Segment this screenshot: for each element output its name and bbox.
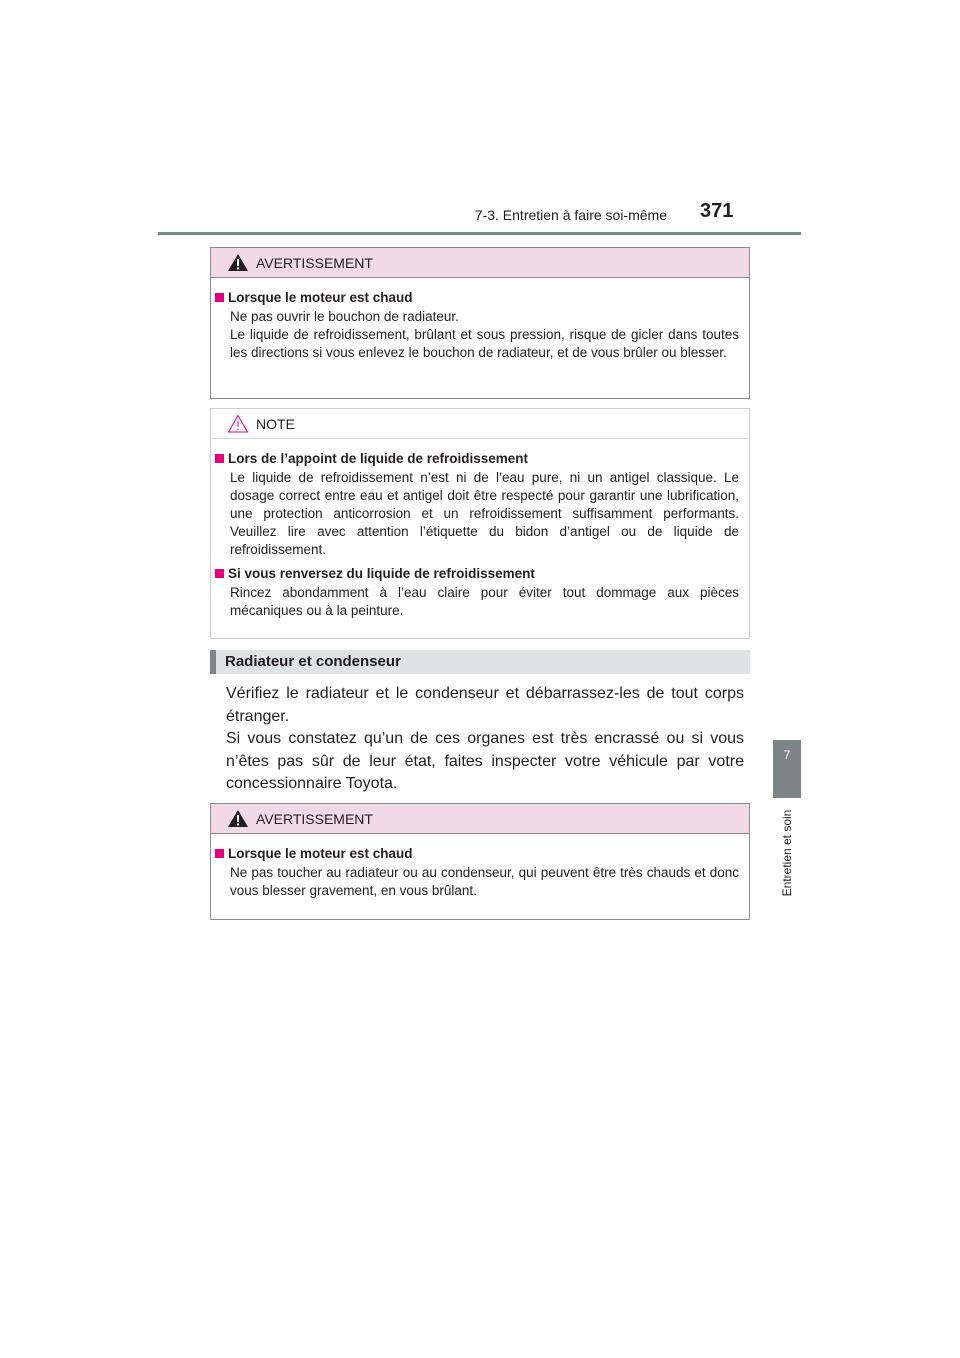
section-heading: Radiateur et condenseur bbox=[210, 650, 750, 674]
page-number: 371 bbox=[700, 200, 734, 222]
note-item-text: Le liquide de refroidissement n’est ni de l’eau pure, ni un antigel classique. Le dosage correct entre eau et antigel doit être respecté pour garantir une lubrification, une protection anticorrosion et un refroidissement suffisamment performants. Veuillez lire avec attention l’étiquette du bidon d’antigel ou de liquide de refroidissement. bbox=[230, 470, 739, 557]
note-item-title bbox=[215, 451, 739, 466]
note-heading: NOTE bbox=[256, 415, 295, 432]
warning-item-title-text: Lorsque le moteur est chaud bbox=[228, 846, 413, 861]
note-item-title bbox=[215, 566, 739, 581]
note-box bbox=[210, 408, 750, 639]
warning-triangle-icon bbox=[227, 253, 249, 272]
warning-item-title-text: Lorsque le moteur est chaud bbox=[228, 290, 413, 305]
warning-item-title bbox=[215, 846, 739, 861]
note-item-title-text: Lors de l’appoint de liquide de refroidissement bbox=[228, 451, 529, 466]
chapter-tab: 7 bbox=[773, 740, 801, 798]
square-bullet-icon bbox=[215, 569, 224, 578]
header-section-title: 7-3. Entretien à faire soi-même bbox=[474, 207, 667, 223]
warning-box-2 bbox=[210, 803, 750, 920]
square-bullet-icon bbox=[215, 849, 224, 858]
section-paragraph: Vérifiez le radiateur et le condenseur et débarrassez-les de tout corps étranger. bbox=[226, 685, 744, 725]
note-item-text: Rincez abondamment à l’eau claire pour éviter tout dommage aux pièces mécaniques ou à la peinture. bbox=[230, 585, 739, 618]
warning-item-text: Ne pas toucher au radiateur ou au condenseur, qui peuvent être très chauds et donc vous blesser gravement, en vous brûlant. bbox=[230, 865, 739, 898]
warning-item-text: Ne pas ouvrir le bouchon de radiateur. Le liquide de refroidissement, brûlant et sous pression, risque de gicler dans toutes les directions si vous enlevez le bouchon de radiateur, et de vous brûler ou blesser. bbox=[230, 309, 739, 360]
square-bullet-icon bbox=[215, 454, 224, 463]
header-divider bbox=[158, 232, 801, 235]
square-bullet-icon bbox=[215, 293, 224, 302]
caution-triangle-icon bbox=[227, 414, 249, 433]
warning-box-header bbox=[211, 804, 749, 834]
section-paragraph: Si vous constatez qu’un de ces organes est très encrassé ou si vous n’êtes pas sûr de leur état, faites inspecter votre véhicule par votre concessionnaire Toyota. bbox=[226, 730, 744, 792]
warning-heading: AVERTISSEMENT bbox=[256, 254, 373, 271]
warning-triangle-icon bbox=[227, 809, 249, 828]
chapter-label: Entretien et soin bbox=[780, 809, 794, 897]
section-body bbox=[226, 683, 744, 796]
warning-box-1 bbox=[210, 247, 750, 399]
warning-heading: AVERTISSEMENT bbox=[256, 810, 373, 827]
note-box-header bbox=[211, 409, 749, 439]
note-item-title-text: Si vous renversez du liquide de refroidissement bbox=[228, 566, 535, 581]
warning-item-title bbox=[215, 290, 739, 305]
warning-box-header bbox=[211, 248, 749, 278]
